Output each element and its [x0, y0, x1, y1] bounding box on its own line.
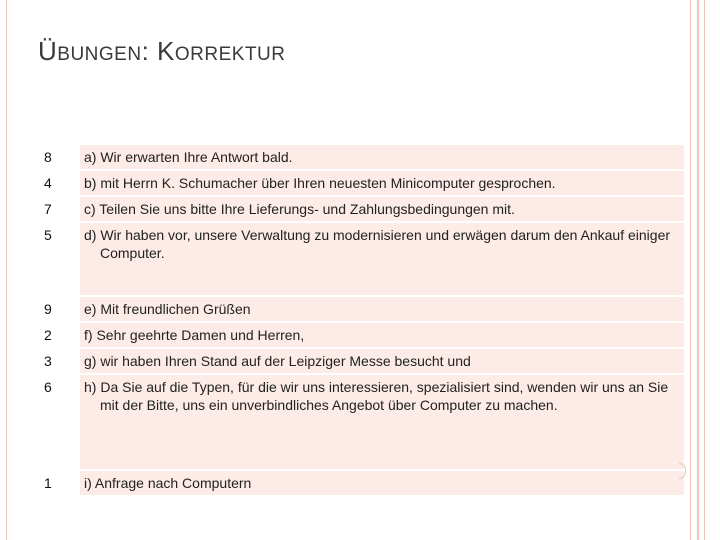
row-text-content: d) Wir haben vor, unsere Verwaltung zu modernisieren und erwägen darum den Ankauf einiger Computer. — [84, 227, 674, 261]
title-part-2: ORREKTUR — [174, 44, 286, 65]
slide-border-right-middle — [697, 0, 699, 540]
row-number: 9 — [38, 297, 78, 321]
table-row — [38, 171, 684, 195]
row-text-content: h) Da Sie auf die Typen, für die wir uns interessieren, spezialisiert sind, wenden wir uns an Sie mit der Bitte, uns ein unverbindliches Angebot über Computer zu machen. — [84, 379, 673, 413]
slide-title — [38, 36, 286, 67]
row-number: 1 — [38, 471, 78, 495]
decorative-bracket — [679, 463, 686, 479]
table-row — [38, 223, 684, 295]
title-part-1: BUNGEN — [57, 44, 142, 65]
row-number: 3 — [38, 349, 78, 373]
row-text-content: c) Teilen Sie uns bitte Ihre Lieferungs- und Zahlungsbedingungen mit. — [84, 201, 515, 217]
row-number: 5 — [38, 223, 78, 295]
table-row — [38, 471, 684, 495]
table-row — [38, 323, 684, 347]
title-colon: : — [141, 36, 158, 66]
table-row — [38, 145, 684, 169]
row-text — [80, 375, 684, 469]
row-number: 7 — [38, 197, 78, 221]
row-text-content: i) Anfrage nach Computern — [84, 475, 252, 491]
table-row — [38, 375, 684, 469]
slide-border-right-outer — [704, 0, 705, 540]
table-row — [38, 297, 684, 321]
row-text — [80, 297, 684, 321]
row-number: 2 — [38, 323, 78, 347]
row-text-content: e) Mit freundlichen Grüßen — [84, 301, 251, 317]
correction-table — [38, 145, 684, 497]
row-text — [80, 471, 684, 495]
table-row — [38, 197, 684, 221]
slide-border-left — [6, 0, 7, 540]
row-text-content: g) wir haben Ihren Stand auf der Leipziger Messe besucht und — [84, 353, 471, 369]
row-text — [80, 223, 684, 295]
row-text — [80, 323, 684, 347]
row-text-content: a) Wir erwarten Ihre Antwort bald. — [84, 149, 293, 165]
row-text-content: b) mit Herrn K. Schumacher über Ihren neuesten Minicomputer gesprochen. — [84, 175, 556, 191]
row-text — [80, 171, 684, 195]
title-first-letter: Ü — [38, 36, 58, 66]
row-text-content: f) Sehr geehrte Damen und Herren, — [84, 327, 305, 343]
table-row — [38, 349, 684, 373]
row-text — [80, 349, 684, 373]
row-number: 4 — [38, 171, 78, 195]
row-number: 8 — [38, 145, 78, 169]
row-number: 6 — [38, 375, 78, 469]
title-second-letter: K — [157, 36, 175, 66]
row-text — [80, 197, 684, 221]
row-text — [80, 145, 684, 169]
slide-border-right-inner — [690, 0, 691, 540]
